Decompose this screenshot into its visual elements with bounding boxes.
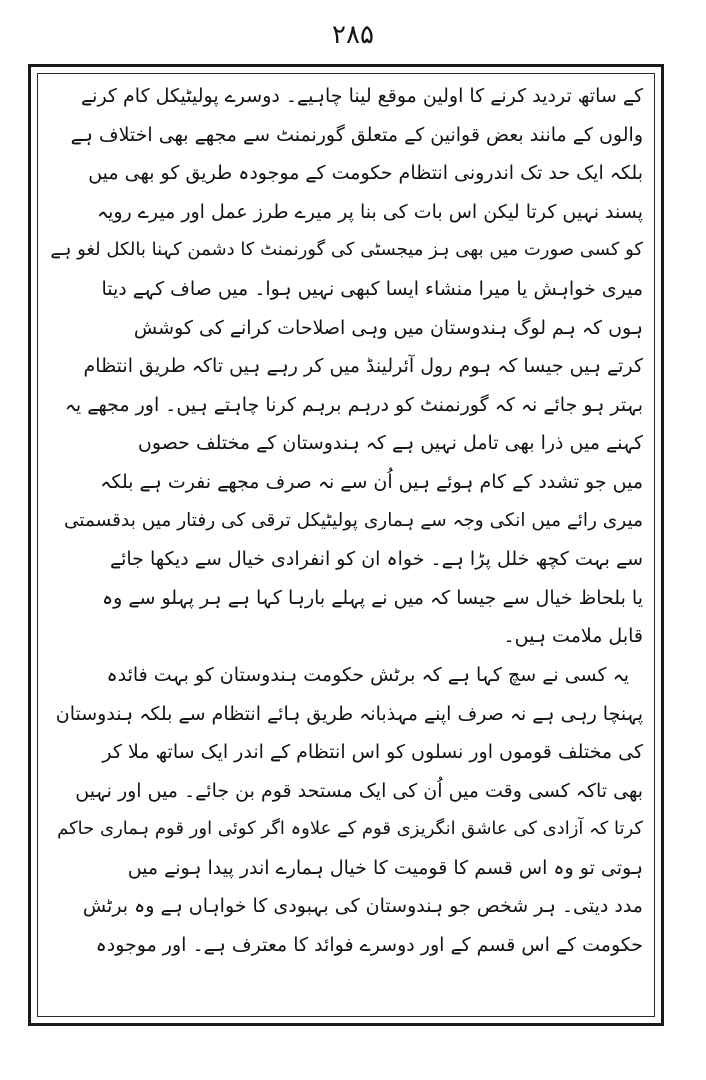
text-line: حکومت کے اس قسم کے اور دوسرے فوائد کا معترف ہے۔ اور موجودہ [95,934,643,957]
text-line: کو کسی صورت میں بھی ہز میجسٹی کی گورنمنٹ کا دشمن کہنا بالکل لغو ہے [50,239,643,261]
text-line-paragraph-end: قابل ملامت ہیں۔ [503,625,643,648]
text-line: بلکہ ایک حد تک اندرونی انتظام حکومت کے موجودہ طریق کو بھی میں [88,162,643,185]
page-number: ۲۸۵ [332,20,374,50]
text-line: کی مختلف قوموں اور نسلوں کو اس انتظام کے اندر ایک ساتھ ملا کر [102,741,643,764]
text-line: ہوتی تو وہ اس قسم کا قومیت کا خیال ہمارے اندر پیدا ہونے میں [127,856,643,879]
text-line: پسند نہیں کرتا لیکن اس بات کی بنا پر میرے طرز عمل اور میرے رویہ [96,200,643,223]
text-line: میں جو تشدد کے کام ہوئے ہیں اُن سے نہ صرف مجھے نفرت ہے بلکہ [100,470,643,493]
text-line-paragraph-start: یہ کسی نے سچ کہا ہے کہ برٹش حکومت ہندوستان کو بہت فائدہ [106,663,629,686]
text-line: یا بلحاظ خیال سے جیسا کہ میں نے پہلے بارہا کہا ہے ہر پہلو سے وہ [102,586,643,609]
text-line: کرتے ہیں جیسا کہ ہوم رول آئرلینڈ میں کر رہے ہیں تاکہ طریق انتظام [83,355,643,378]
text-line: میری خواہش یا میرا منشاء ایسا کبھی نہیں ہوا۔ میں صاف کہے دیتا [101,277,643,300]
text-line: کرتا کہ آزادی کی عاشق انگریزی قوم کے علاوہ اگر کوئی اور قوم ہماری حاکم [57,818,643,840]
text-line: مدد دیتی۔ ہر شخص جو ہندوستان کی بہبودی کا خواہاں ہے وہ برٹش [82,895,643,918]
text-line: کہنے میں ذرا بھی تامل نہیں ہے کہ ہندوستان کے مختلف حصوں [137,432,643,455]
text-line: میری رائے میں انکی وجہ سے ہماری پولیٹیکل ترقی کی رفتار میں بدقسمتی [63,509,643,531]
text-line: بہتر ہو جائے نہ کہ گورنمنٹ کو درہم برہم کرنا چاہتے ہیں۔ اور مجھے یہ [64,393,643,416]
text-line: والوں کے مانند بعض قوانین کے متعلق گورنمنٹ سے مجھے بھی اختلاف ہے [70,123,643,146]
body-text [49,77,643,965]
text-line: کے ساتھ تردید کرنے کا اولین موقع لینا چاہیے۔ دوسرے پولیٹیکل کام کرنے [81,85,643,107]
page-border-frame [28,64,664,1026]
text-line: بھی تاکہ کسی وقت میں اُن کی ایک مستحد قوم بن جائے۔ میں اور نہیں [75,779,643,802]
text-line: ہوں کہ ہم لوگ ہندوستان میں وہی اصلاحات کرانے کی کوشش [133,316,643,339]
text-line: سے بہت کچھ خلل پڑا ہے۔ خواہ ان کو انفرادی خیال سے دیکھا جائے [109,548,643,571]
text-line: پہنچا رہی ہے نہ صرف اپنے مہذبانہ طریق ہائے انتظام سے بلکہ ہندوستان [55,702,643,725]
